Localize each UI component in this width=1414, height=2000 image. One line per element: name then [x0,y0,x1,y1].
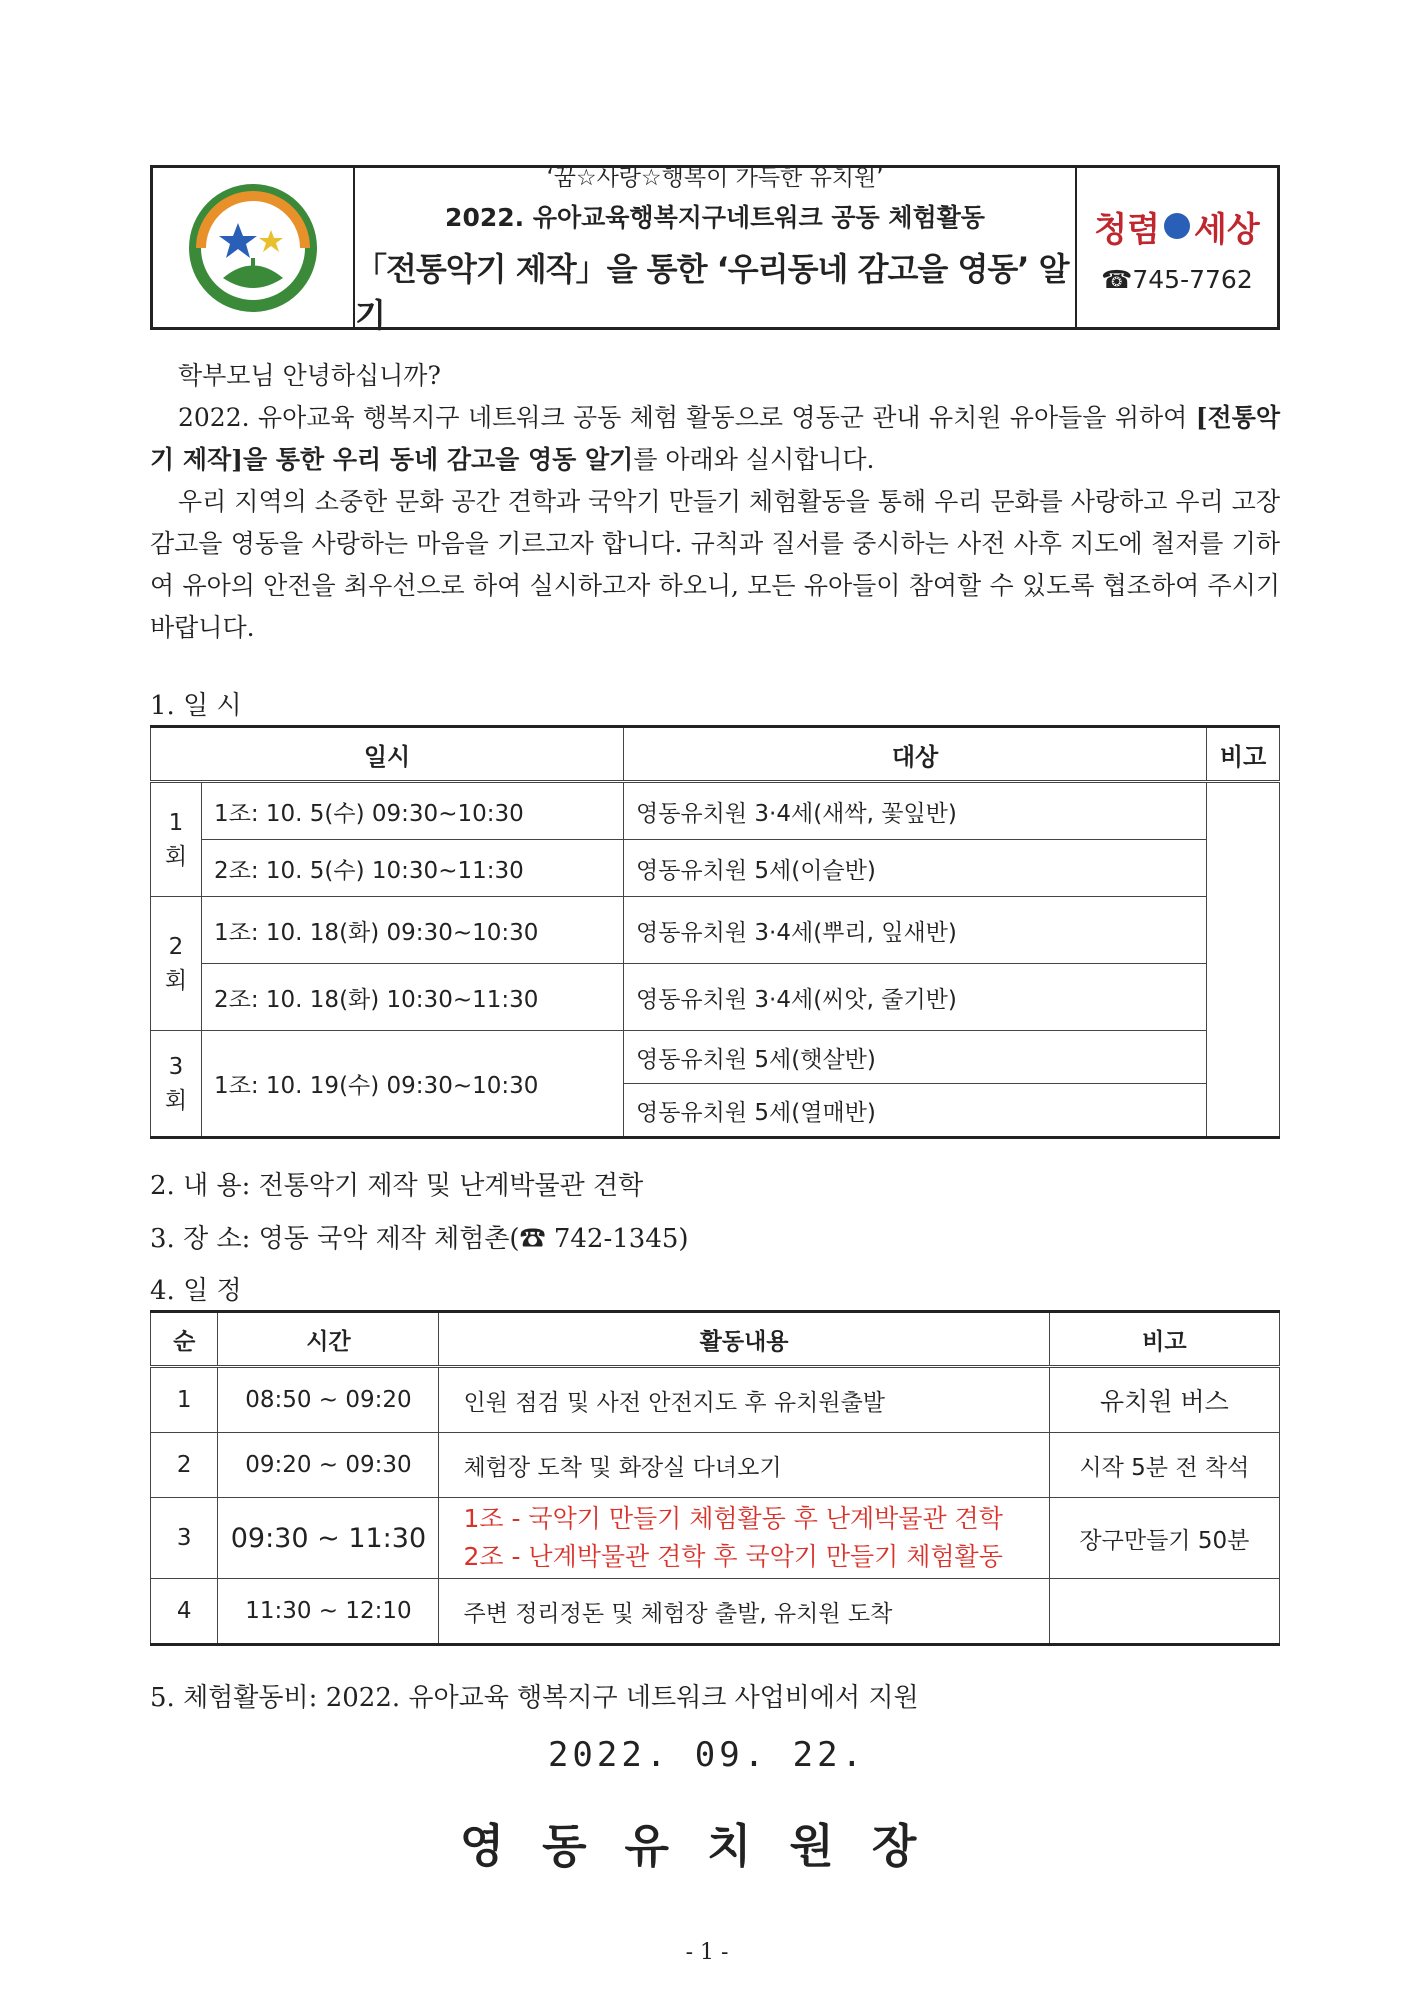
section-3-value: 영동 국악 제작 체험촌(☎ 742-1345) [258,1224,689,1254]
plan-header-no: 순 [151,1312,218,1367]
plan-time: 08:50 ~ 09:20 [218,1367,439,1433]
plan-activity [439,1498,1049,1579]
page-number: - 1 - [685,1940,729,1965]
round-num: 2 [168,933,184,960]
schedule-target: 영동유치원 5세(햇살반) [624,1031,1207,1084]
table-row [151,1031,1280,1084]
section-4-label: 4. 일 정 [150,1276,242,1306]
plan-header-time: 시간 [218,1312,439,1367]
plan-activity: 인원 점검 및 사전 안전지도 후 유치원출발 [439,1367,1049,1433]
round-unit: 회 [164,843,188,870]
plan-note [1049,1579,1279,1645]
plan-activity-line-1: 1조 - 국악기 만들기 체험활동 후 난계박물관 견학 [463,1504,1003,1533]
table-row [151,1579,1280,1645]
section-1-label: 1. 일 시 [150,691,242,721]
kindergarten-emblem-icon [183,178,323,318]
plan-activity: 주변 정리정돈 및 체험장 출발, 유치원 도착 [439,1579,1049,1645]
round-3-label [151,1031,202,1138]
header-subtitle: 2022. 유아교육행복지구네트워크 공동 체험활동 [445,203,985,232]
schedule-header-date: 일시 [151,727,624,782]
p1-post: 를 아래와 실시합니다. [633,445,875,474]
section-5-value: 2022. 유아교육 행복지구 네트워크 사업비에서 지원 [325,1683,919,1713]
plan-activity-line-2: 2조 - 난계박물관 견학 후 국악기 만들기 체험활동 [463,1542,1003,1571]
plan-no: 1 [151,1367,218,1433]
plan-time: 09:30 ~ 11:30 [218,1498,439,1579]
plan-header-row [151,1312,1280,1367]
plan-note: 시작 5분 전 착석 [1049,1433,1279,1498]
plan-time: 09:20 ~ 09:30 [218,1433,439,1498]
schedule-target: 영동유치원 5세(열매반) [624,1084,1207,1138]
schedule-target: 영동유치원 3·4세(새싹, 꽃잎반) [624,782,1207,840]
plan-table [150,1310,1280,1646]
intro-paragraph-2: 우리 지역의 소중한 문화 공간 견학과 국악기 만들기 체험활동을 통해 우리 문화를 사랑하고 우리 고장 감고을 영동을 사랑하는 마음을 기르고자 합니다. 규칙과 질서를 중시하는 사전 사후 지도에 철저를 기하여 유아의 안전을 최우선으로 하여 실시하고자 하오니, 모든 유아들이 참여할 수 있도록 협조하여 주시기 바랍니다. [150,487,1280,642]
schedule-header-target: 대상 [624,727,1207,782]
schedule-header-row [151,727,1280,782]
schedule-time: 2조: 10. 5(수) 10:30~11:30 [202,840,624,897]
document-date: 2022. 09. 22. [547,1735,867,1775]
round-num: 1 [168,809,184,836]
plan-no: 4 [151,1579,218,1645]
table-row [151,782,1280,840]
table-row [151,897,1280,964]
schedule-target: 영동유치원 3·4세(씨앗, 줄기반) [624,964,1207,1031]
plan-no: 3 [151,1498,218,1579]
document-header [150,165,1280,334]
plan-time: 11:30 ~ 12:10 [218,1579,439,1645]
section-2-label: 2. 내 용: [150,1171,251,1201]
plan-header-activity: 활동내용 [439,1312,1049,1367]
intro-section [150,355,1280,649]
schedule-note-cell [1207,782,1280,1138]
kindergarten-logo [153,168,355,327]
document-title: 「전통악기 제작」을 통한 ‘우리동네 감고을 영동’ 알기 [355,250,1069,334]
table-row [151,1433,1280,1498]
greeting: 학부모님 안녕하십니까? [178,361,441,390]
p1-pre: 2022. 유아교육 행복지구 네트워크 공동 체험 활동으로 영동군 관내 유치원 유아들을 위하여 [178,403,1188,432]
plan-activity: 체험장 도착 및 화장실 다녀오기 [439,1433,1049,1498]
brand-right-text: 세상 [1194,209,1260,250]
round-num: 3 [168,1053,184,1080]
plan-no: 2 [151,1433,218,1498]
schedule-time: 1조: 10. 5(수) 09:30~10:30 [202,782,624,840]
schedule-header-note: 비고 [1207,727,1280,782]
p1-bold: [전통악기 제작]을 통한 우리 동네 감고을 영동 알기 [150,403,1280,474]
schedule-time: 2조: 10. 18(화) 10:30~11:30 [202,964,624,1031]
intro-paragraph-1 [150,397,1280,481]
header-phone: ☎745-7762 [1101,264,1253,294]
round-2-label [151,897,202,1031]
brand-left-text: 청렴 [1094,209,1160,250]
section-3-label: 3. 장 소: [150,1224,251,1254]
plan-note: 유치원 버스 [1049,1367,1279,1433]
schedule-table [150,725,1280,1139]
schedule-target: 영동유치원 5세(이슬반) [624,840,1207,897]
plan-note: 장구만들기 50분 [1049,1498,1279,1579]
plan-header-note: 비고 [1049,1312,1279,1367]
brand-emblem-icon [1164,213,1190,239]
schedule-time: 1조: 10. 18(화) 09:30~10:30 [202,897,624,964]
header-slogan: ‘꿈☆사랑☆행복이 가득한 유치원’ [546,165,884,191]
schedule-target: 영동유치원 3·4세(뿌리, 잎새반) [624,897,1207,964]
table-row [151,1367,1280,1433]
table-row [151,840,1280,897]
integrity-brand [1094,202,1259,251]
signature: 영동유치원장 [459,1819,955,1873]
section-2-value: 전통악기 제작 및 난계박물관 견학 [258,1171,644,1201]
section-3 [150,1218,689,1255]
section-5 [150,1677,919,1714]
table-row [151,964,1280,1031]
section-2 [150,1165,643,1202]
round-1-label [151,782,202,897]
table-row [151,1498,1280,1579]
round-unit: 회 [164,967,188,994]
round-unit: 회 [164,1087,188,1114]
schedule-time: 1조: 10. 19(수) 09:30~10:30 [202,1031,624,1138]
section-5-label: 5. 체험활동비: [150,1683,318,1713]
